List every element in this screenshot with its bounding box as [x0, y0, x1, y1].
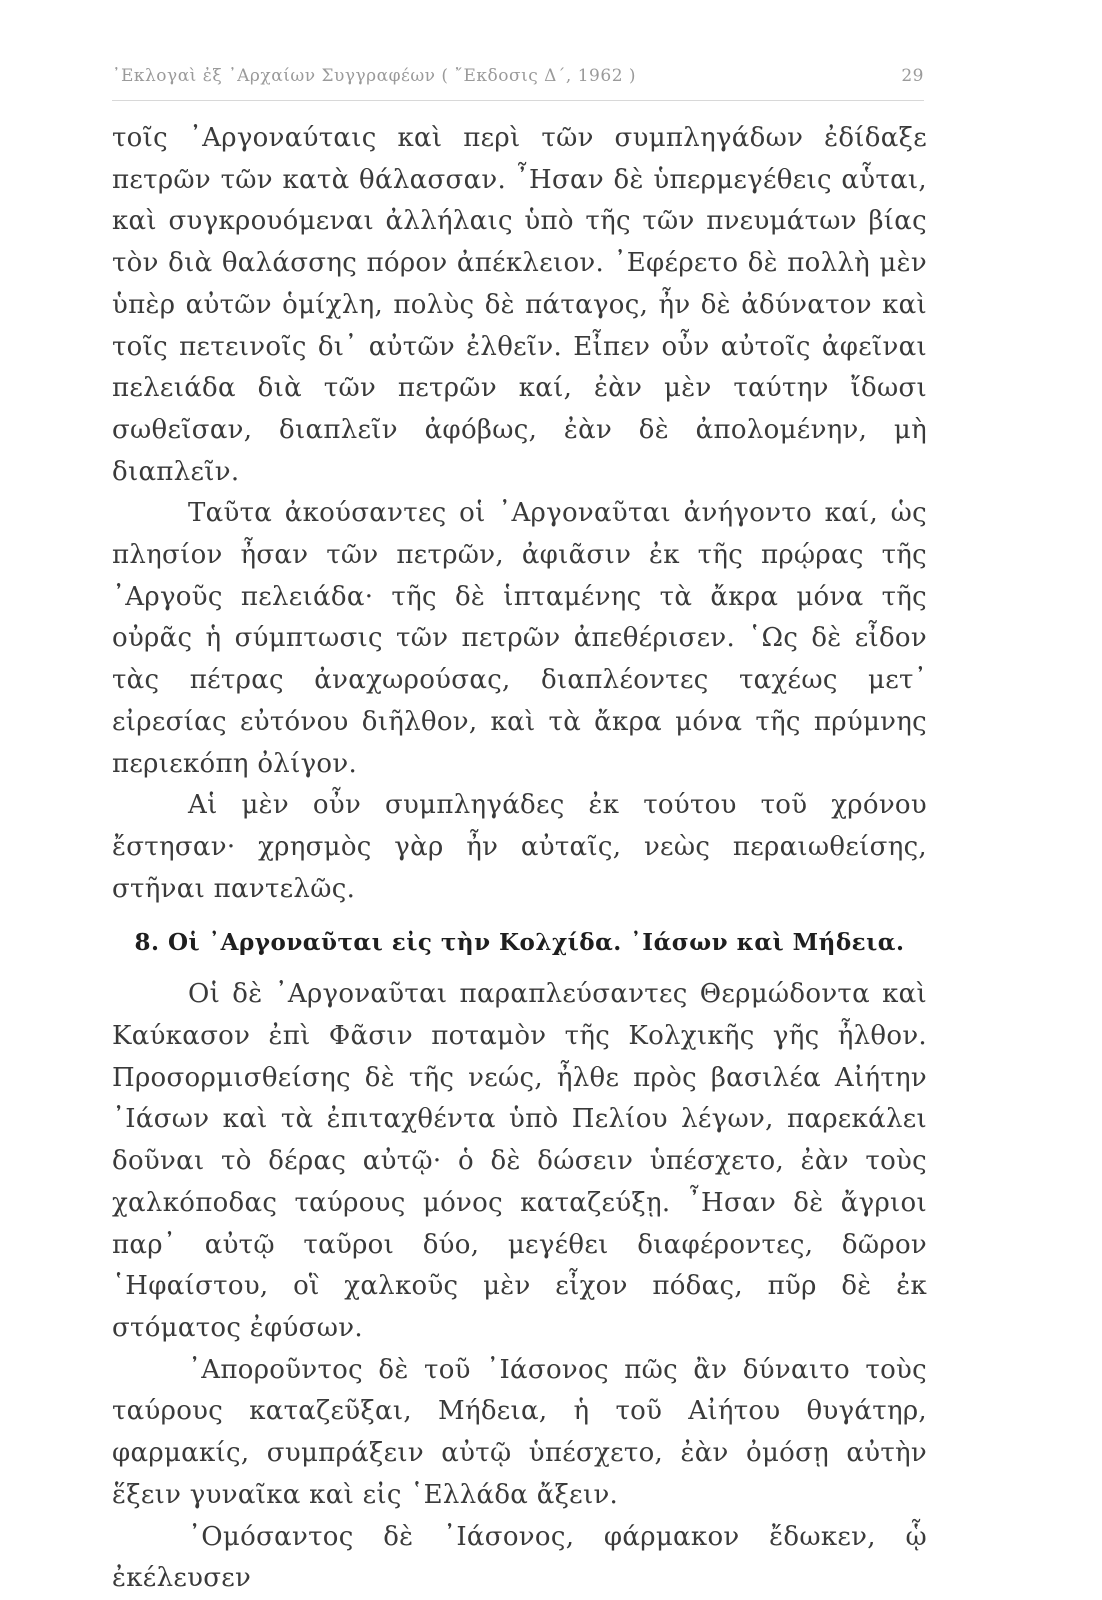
- running-head-title: ᾿Εκλογαὶ ἐξ ᾿Αρχαίων Συγγραφέων ( ῎Εκδοσις Δ΄, 1962 ): [112, 66, 637, 86]
- running-head: [112, 66, 924, 90]
- paragraph: Οἱ δὲ ᾿Αργοναῦται παραπλεύσαντες Θερμώδοντα καὶ Καύκασον ἐπὶ Φᾶσιν ποταμὸν τῆς Κολχικῆς γῆς ἦλθον. Προσορμισθείσης δὲ τῆς νεώς, ἦλθε πρὸς βασιλέα Αἰήτην ᾿Ιάσων καὶ τὰ ἐπιταχθέντα ὑπὸ Πελίου λέγων, παρεκάλει δοῦναι τὸ δέρας αὐτῷ· ὁ δὲ δώσειν ὑπέσχετο, ἐὰν τοὺς χαλκόποδας ταύρους μόνος καταζεύξῃ. ῏Ησαν δὲ ἄγριοι παρ᾿ αὐτῷ ταῦροι δύο, μεγέθει διαφέροντες, δῶρον ῾Ηφαίστου, οἳ χαλκοῦς μὲν εἶχον πόδας, πῦρ δὲ ἐκ στόματος ἐφύσων.: [112, 979, 927, 1343]
- paragraph: ᾿Απορoῦντος δὲ τοῦ ᾿Ιάσονος πῶς ἂν δύναιτο τοὺς ταύρους καταζεῦξαι, Μήδεια, ἡ τοῦ Αἰήτου θυγάτηρ, φαρμακίς, συμπράξειν αὐτῷ ὑπέσχετο, ἐὰν ὀμόσῃ αὐτὴν ἕξειν γυναῖκα καὶ εἰς ῾Ελλάδα ἄξειν.: [112, 1354, 927, 1510]
- section-heading: 8. Οἱ ᾿Αργοναῦται εἰς τὴν Κολχίδα. ᾿Ιάσων καὶ Μήδεια.: [134, 929, 905, 957]
- page-number: 29: [901, 66, 924, 86]
- paragraph: Ταῦτα ἀκούσαντες οἱ ᾿Αργοναῦται ἀνήγοντο καί, ὡς πλησίον ἦσαν τῶν πετρῶν, ἀφιᾶσιν ἐκ τῆς πρῴρας τῆς ᾿Αργοῦς πελειάδα· τῆς δὲ ἱπταμένης τὰ ἄκρα μόνα τῆς οὐρᾶς ἡ σύμπτωσις τῶν πετρῶν ἀπεθέρισεν. ῾Ως δὲ εἶδον τὰς πέτρας ἀναχωρούσας, διαπλέοντες ταχέως μετ᾿ εἰρεσίας εὐτόνου διῆλθον, καὶ τὰ ἄκρα μόνα τῆς πρύμνης περιεκόπη ὀλίγον.: [112, 498, 927, 779]
- body-text: [112, 118, 927, 1600]
- paragraph: ᾿Ομόσαντος δὲ ᾿Ιάσονος, φάρμακον ἔδωκεν, ᾧ ἐκέλευσεν: [112, 1521, 927, 1594]
- paragraph: τοῖς ᾿Αργοναύταις καὶ περὶ τῶν συμπληγάδων ἐδίδαξε πετρῶν τῶν κατὰ θάλασσαν. ῏Ησαν δὲ ὑπερμεγέθεις αὗται, καὶ συγκρουόμεναι ἀλλήλαις ὑπὸ τῆς τῶν πνευμάτων βίας τὸν διὰ θαλάσσης πόρον ἀπέκλειον. ᾿Εφέρετο δὲ πολλὴ μὲν ὑπὲρ αὐτῶν ὁμίχλη, πολὺς δὲ πάταγος, ἦν δὲ ἀδύνατον καὶ τοῖς πετεινοῖς δι᾿ αὐτῶν ἐλθεῖν. Εἶπεν οὖν αὐτοῖς ἀφεῖναι πελειάδα διὰ τῶν πετρῶν καί, ἐὰν μὲν ταύτην ἴδωσι σωθεῖσαν, διαπλεῖν ἀφόβως, ἐὰν δὲ ἀπολομένην, μὴ διαπλεῖν.: [112, 123, 927, 487]
- paragraph: Αἱ μὲν οὖν συμπληγάδες ἐκ τούτου τοῦ χρόνου ἔστησαν· χρησμὸς γὰρ ἦν αὐταῖς, νεὼς περαιωθείσης, στῆναι παντελῶς.: [112, 790, 927, 904]
- header-rule: [112, 100, 924, 101]
